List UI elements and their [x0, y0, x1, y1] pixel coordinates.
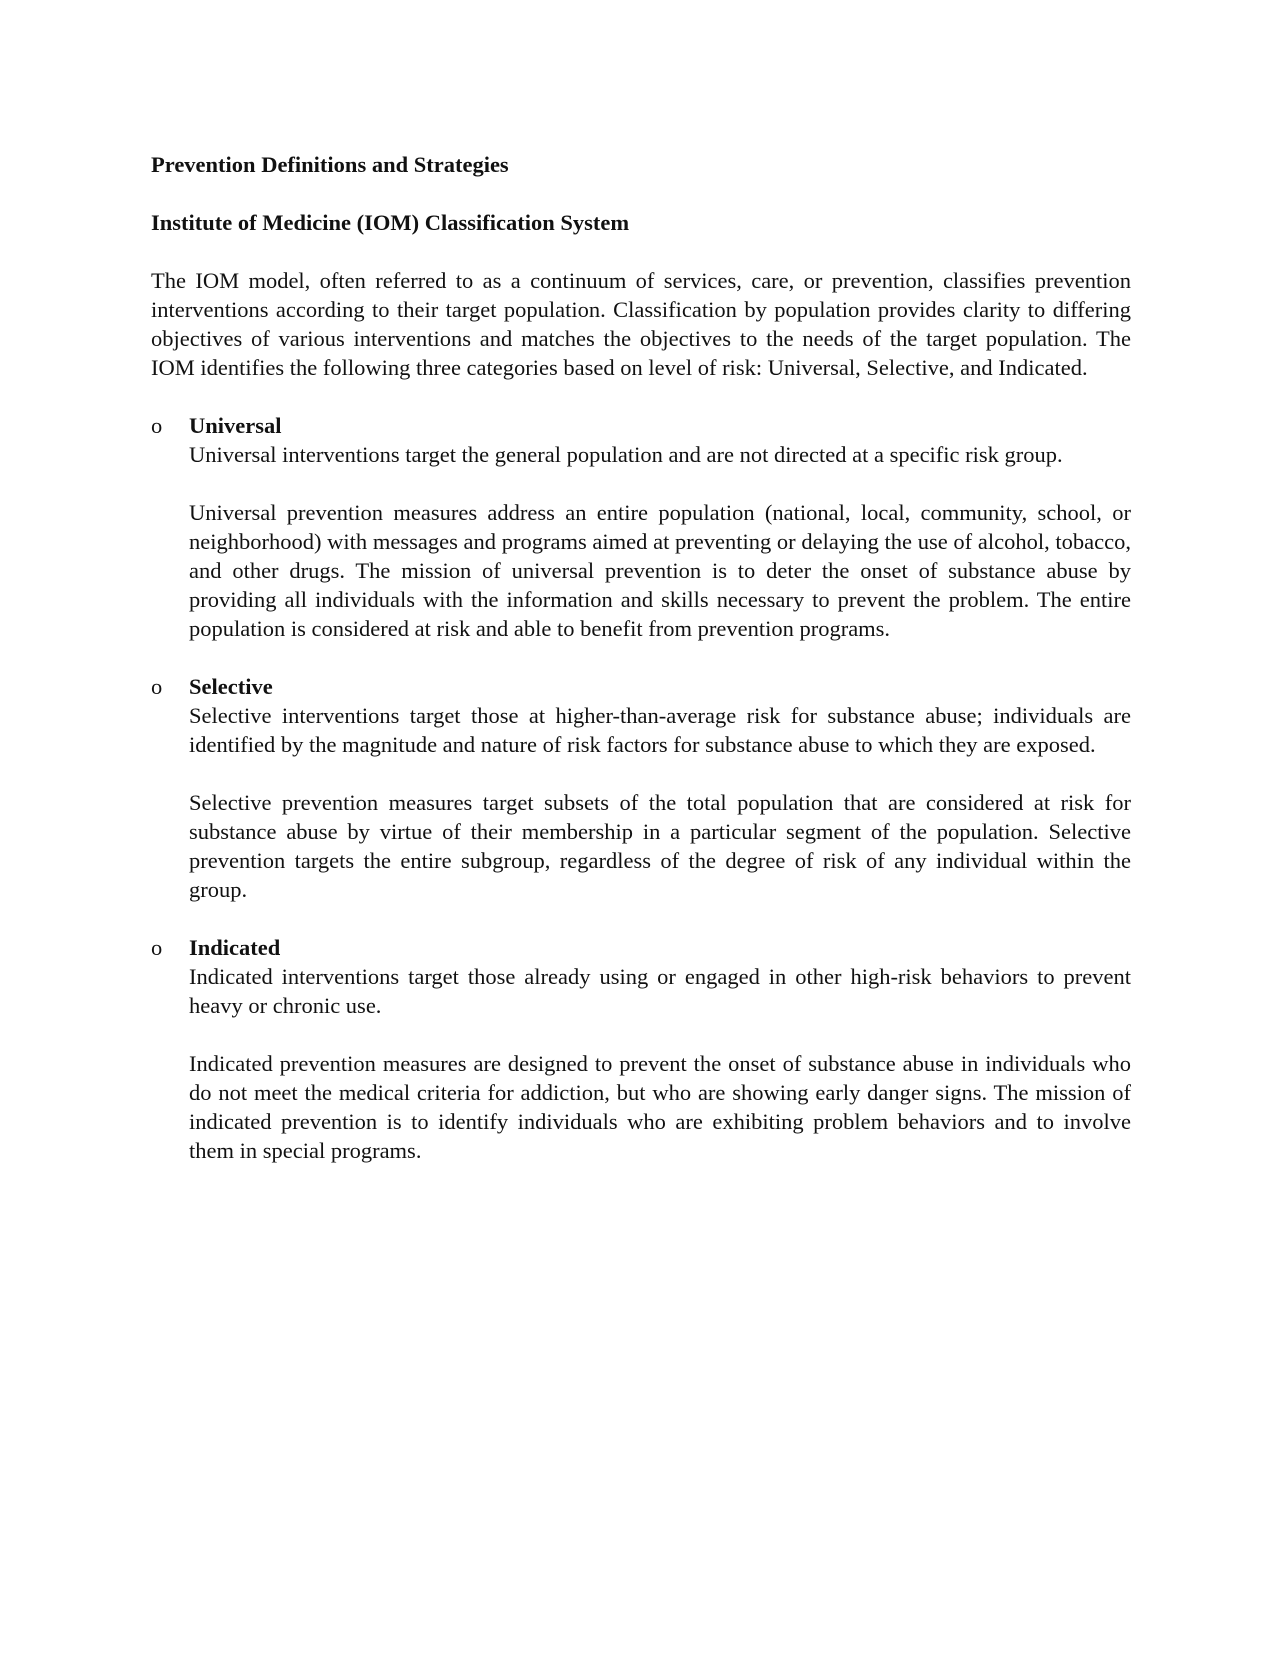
category-heading: Universal	[189, 413, 282, 438]
category-summary: Selective interventions target those at higher-than-average risk for substance abuse; individuals are identified by the magnitude and nature of risk factors for substance abuse to which they are exposed.	[189, 703, 1131, 757]
category-detail: Selective prevention measures target subsets of the total population that are considered at risk for substance abuse by virtue of their membership in a particular segment of the population. Selective prevention targets the entire subgroup, regardless of the degree of risk of any individual within the group.	[189, 790, 1131, 902]
category-summary: Indicated interventions target those already using or engaged in other high-risk behaviors to prevent heavy or chronic use.	[189, 964, 1131, 1018]
category-detail: Universal prevention measures address an entire population (national, local, community, school, or neighborhood) with messages and programs aimed at preventing or delaying the use of alcohol, tobacco, and other drugs. The mission of universal prevention is to deter the onset of substance abuse by providing all individuals with the information and skills necessary to prevent the problem. The entire population is considered at risk and able to benefit from prevention programs.	[189, 500, 1131, 641]
bullet-icon: o	[151, 935, 163, 960]
intro-paragraph: The IOM model, often referred to as a continuum of services, care, or prevention, classifies prevention interventions according to their target population. Classification by population provides clarity to differing objectives of various interventions and matches the objectives to the needs of the target population. The IOM identifies the following three categories based on level of risk: Universal, Selective, and Indicated.	[151, 268, 1131, 380]
document-title: Prevention Definitions and Strategies	[151, 152, 509, 177]
bullet-icon: o	[151, 413, 163, 438]
category-universal	[151, 411, 1131, 643]
category-heading: Indicated	[189, 935, 281, 960]
category-summary: Universal interventions target the general population and are not directed at a specific risk group.	[189, 442, 1063, 467]
section-heading: Institute of Medicine (IOM) Classification System	[151, 210, 630, 235]
document-page	[151, 150, 1131, 1165]
category-heading: Selective	[189, 674, 273, 699]
bullet-icon: o	[151, 674, 163, 699]
category-indicated	[151, 933, 1131, 1165]
category-selective	[151, 672, 1131, 904]
category-detail: Indicated prevention measures are designed to prevent the onset of substance abuse in individuals who do not meet the medical criteria for addiction, but who are showing early danger signs. The mission of indicated prevention is to identify individuals who are exhibiting problem behaviors and to involve them in special programs.	[189, 1051, 1131, 1163]
